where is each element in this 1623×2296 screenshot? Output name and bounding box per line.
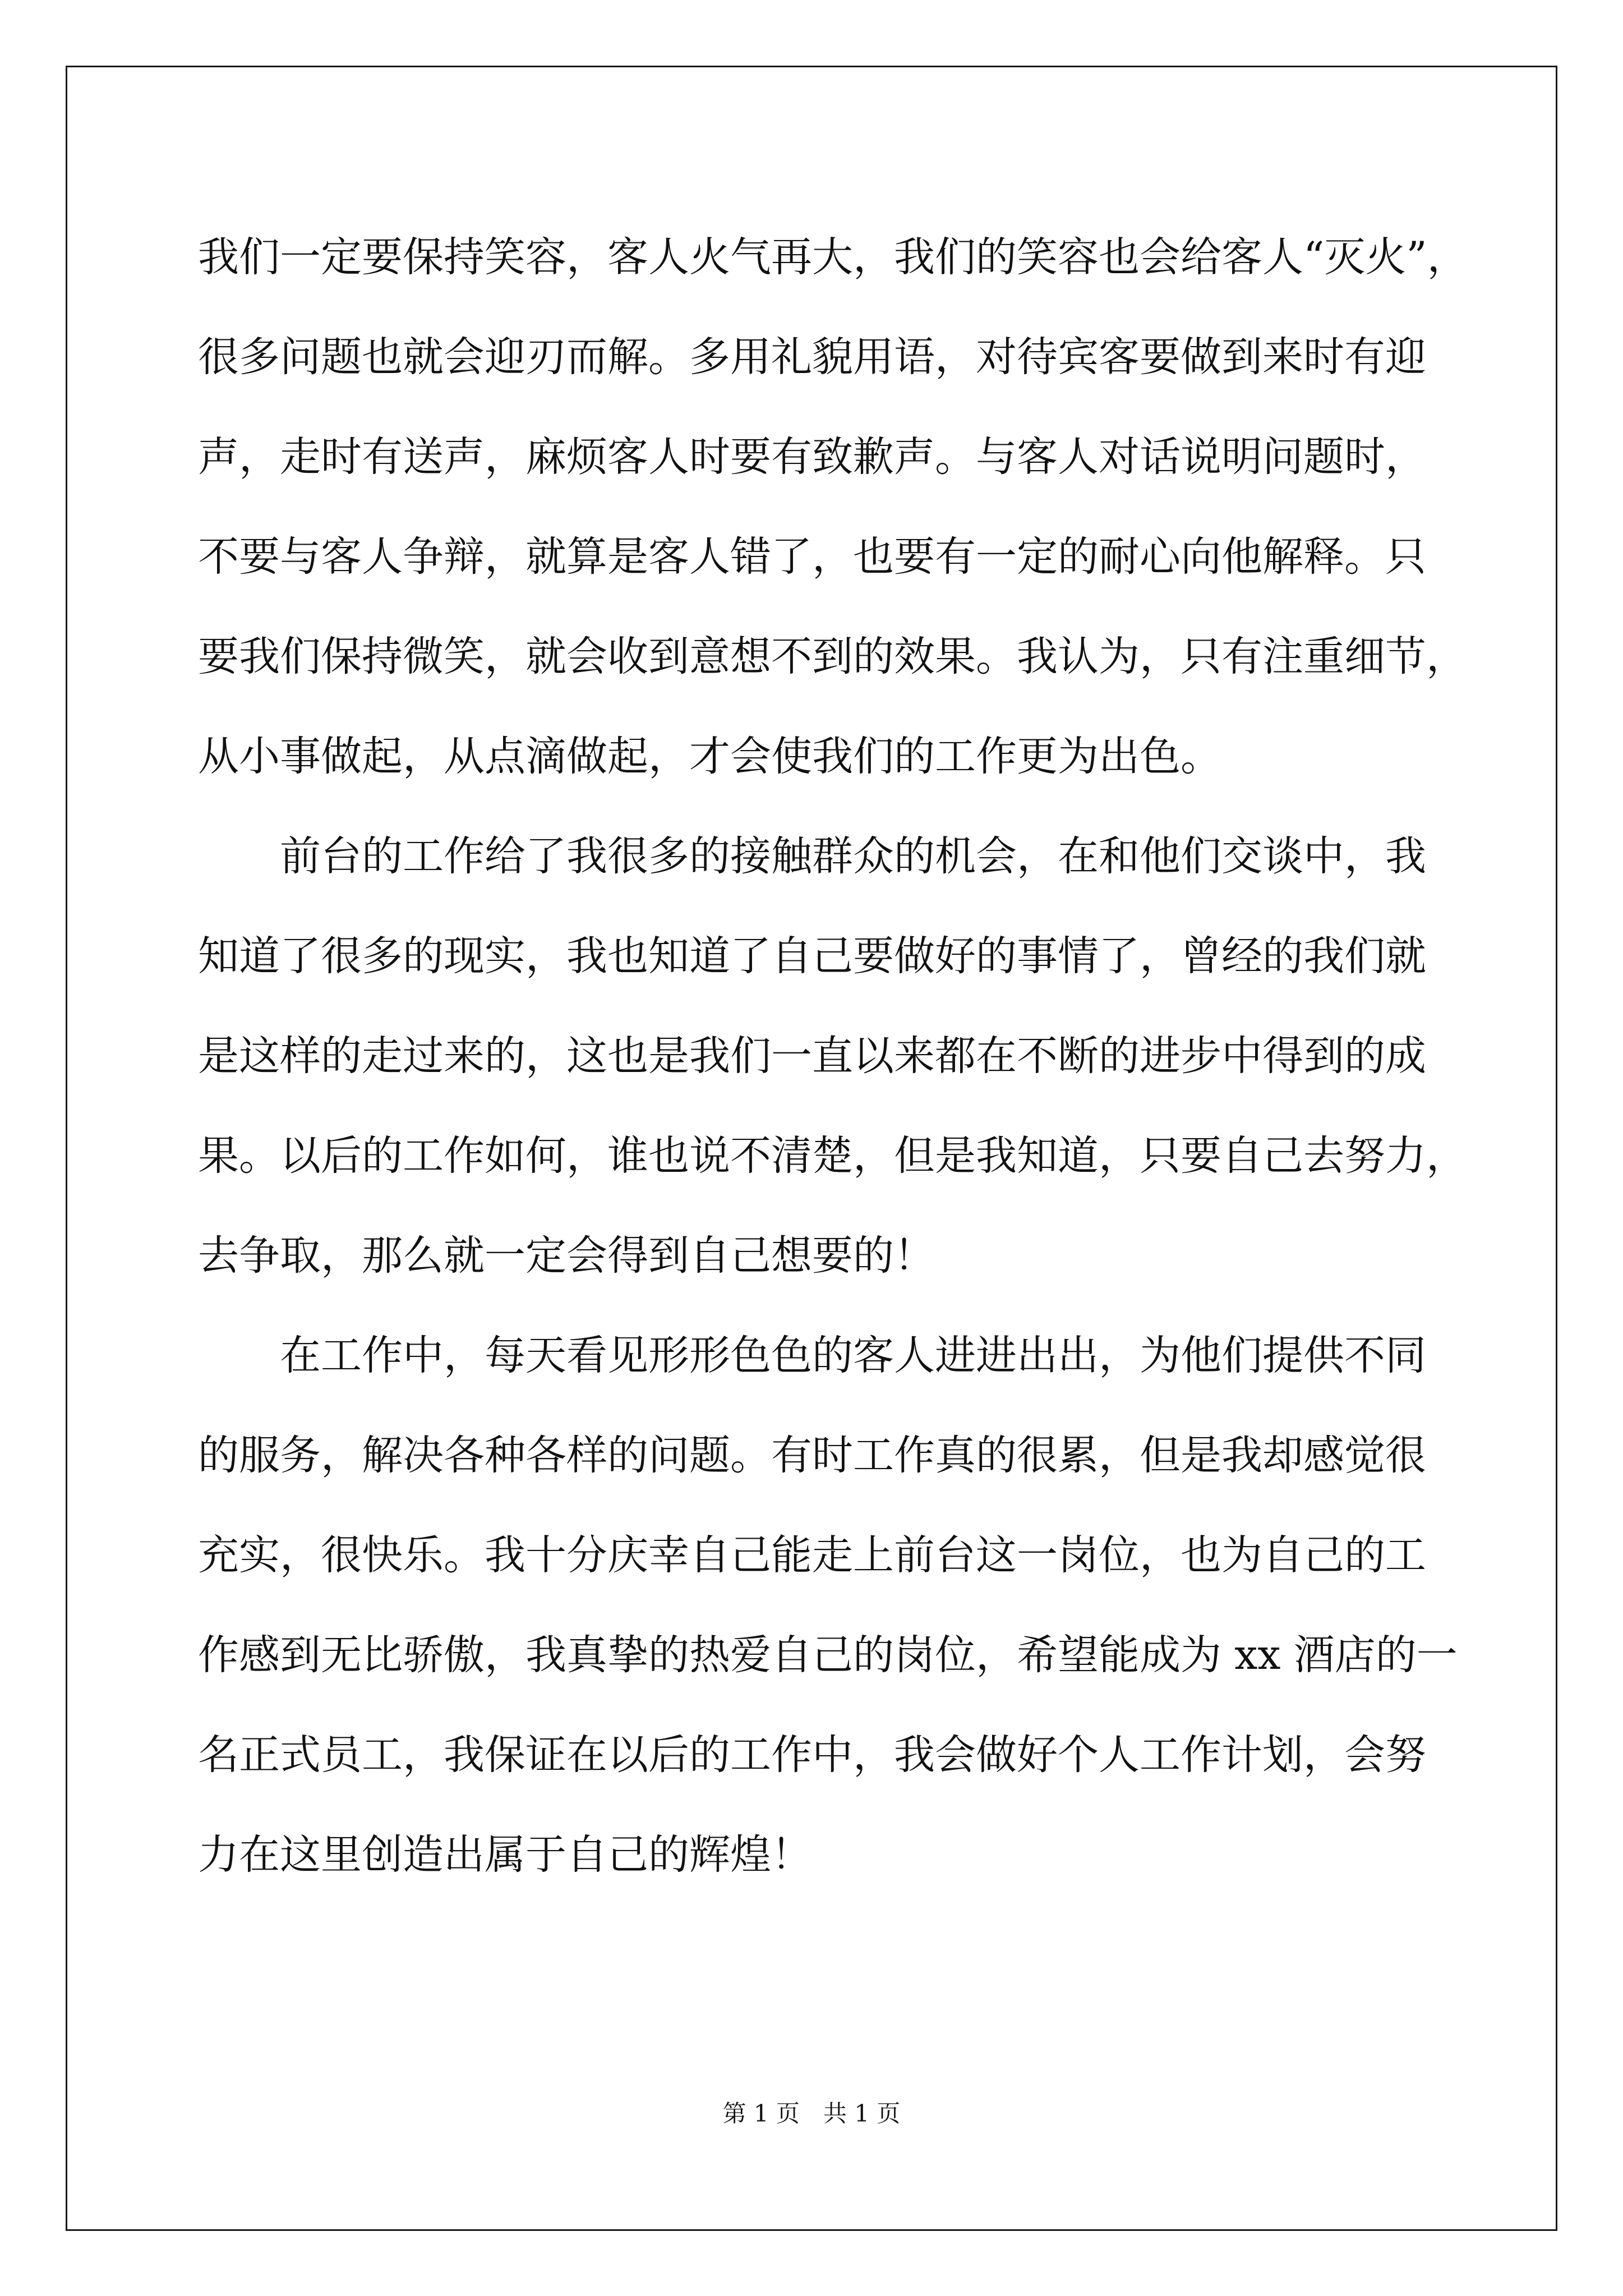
document-body [198, 208, 1482, 1905]
text-line: 要我们保持微笑，就会收到意想不到的效果。我认为，只有注重细节， [198, 633, 1467, 680]
text-line: 作感到无比骄傲，我真挚的热爱自己的岗位，希望能成为 xx 酒店的一 [198, 1631, 1458, 1679]
text-line: 声，走时有送声，麻烦客人时要有致歉声。与客人对话说明问题时， [198, 433, 1426, 481]
text-line: 不要与客人争辩，就算是客人错了，也要有一定的耐心向他解释。只 [198, 533, 1426, 581]
text-line: 很多问题也就会迎刃而解。多用礼貌用语，对待宾客要做到来时有迎 [198, 333, 1426, 381]
text-line: 名正式员工，我保证在以后的工作中，我会做好个人工作计划，会努 [198, 1731, 1426, 1779]
text-line: 力在这里创造出属于自己的辉煌！ [198, 1831, 812, 1879]
page-number-footer: 第 1 页 共 1 页 [722, 2100, 901, 2127]
text-line: 是这样的走过来的，这也是我们一直以来都在不断的进步中得到的成 [198, 1032, 1426, 1080]
text-line: 前台的工作给了我很多的接触群众的机会，在和他们交谈中，我 [198, 832, 1426, 880]
text-line: 果。以后的工作如何，谁也说不清楚，但是我知道，只要自己去努力， [198, 1132, 1467, 1180]
text-line: 去争取，那么就一定会得到自己想要的！ [198, 1232, 935, 1280]
text-line: 的服务，解决各种各样的问题。有时工作真的很累，但是我却感觉很 [198, 1432, 1426, 1479]
text-line: 知道了很多的现实，我也知道了自己要做好的事情了，曾经的我们就 [198, 932, 1426, 980]
text-line: 在工作中，每天看见形形色色的客人进进出出，为他们提供不同 [198, 1332, 1426, 1379]
text-line: 从小事做起，从点滴做起，才会使我们的工作更为出色。 [198, 733, 1221, 780]
paragraph-2 [198, 807, 1482, 1306]
text-line: 我们一定要保持笑容，客人火气再大，我们的笑容也会给客人“灭火”， [198, 233, 1468, 281]
text-line: 充实，很快乐。我十分庆幸自己能走上前台这一岗位，也为自己的工 [198, 1531, 1426, 1579]
paragraph-1 [198, 208, 1482, 807]
paragraph-3 [198, 1306, 1482, 1905]
